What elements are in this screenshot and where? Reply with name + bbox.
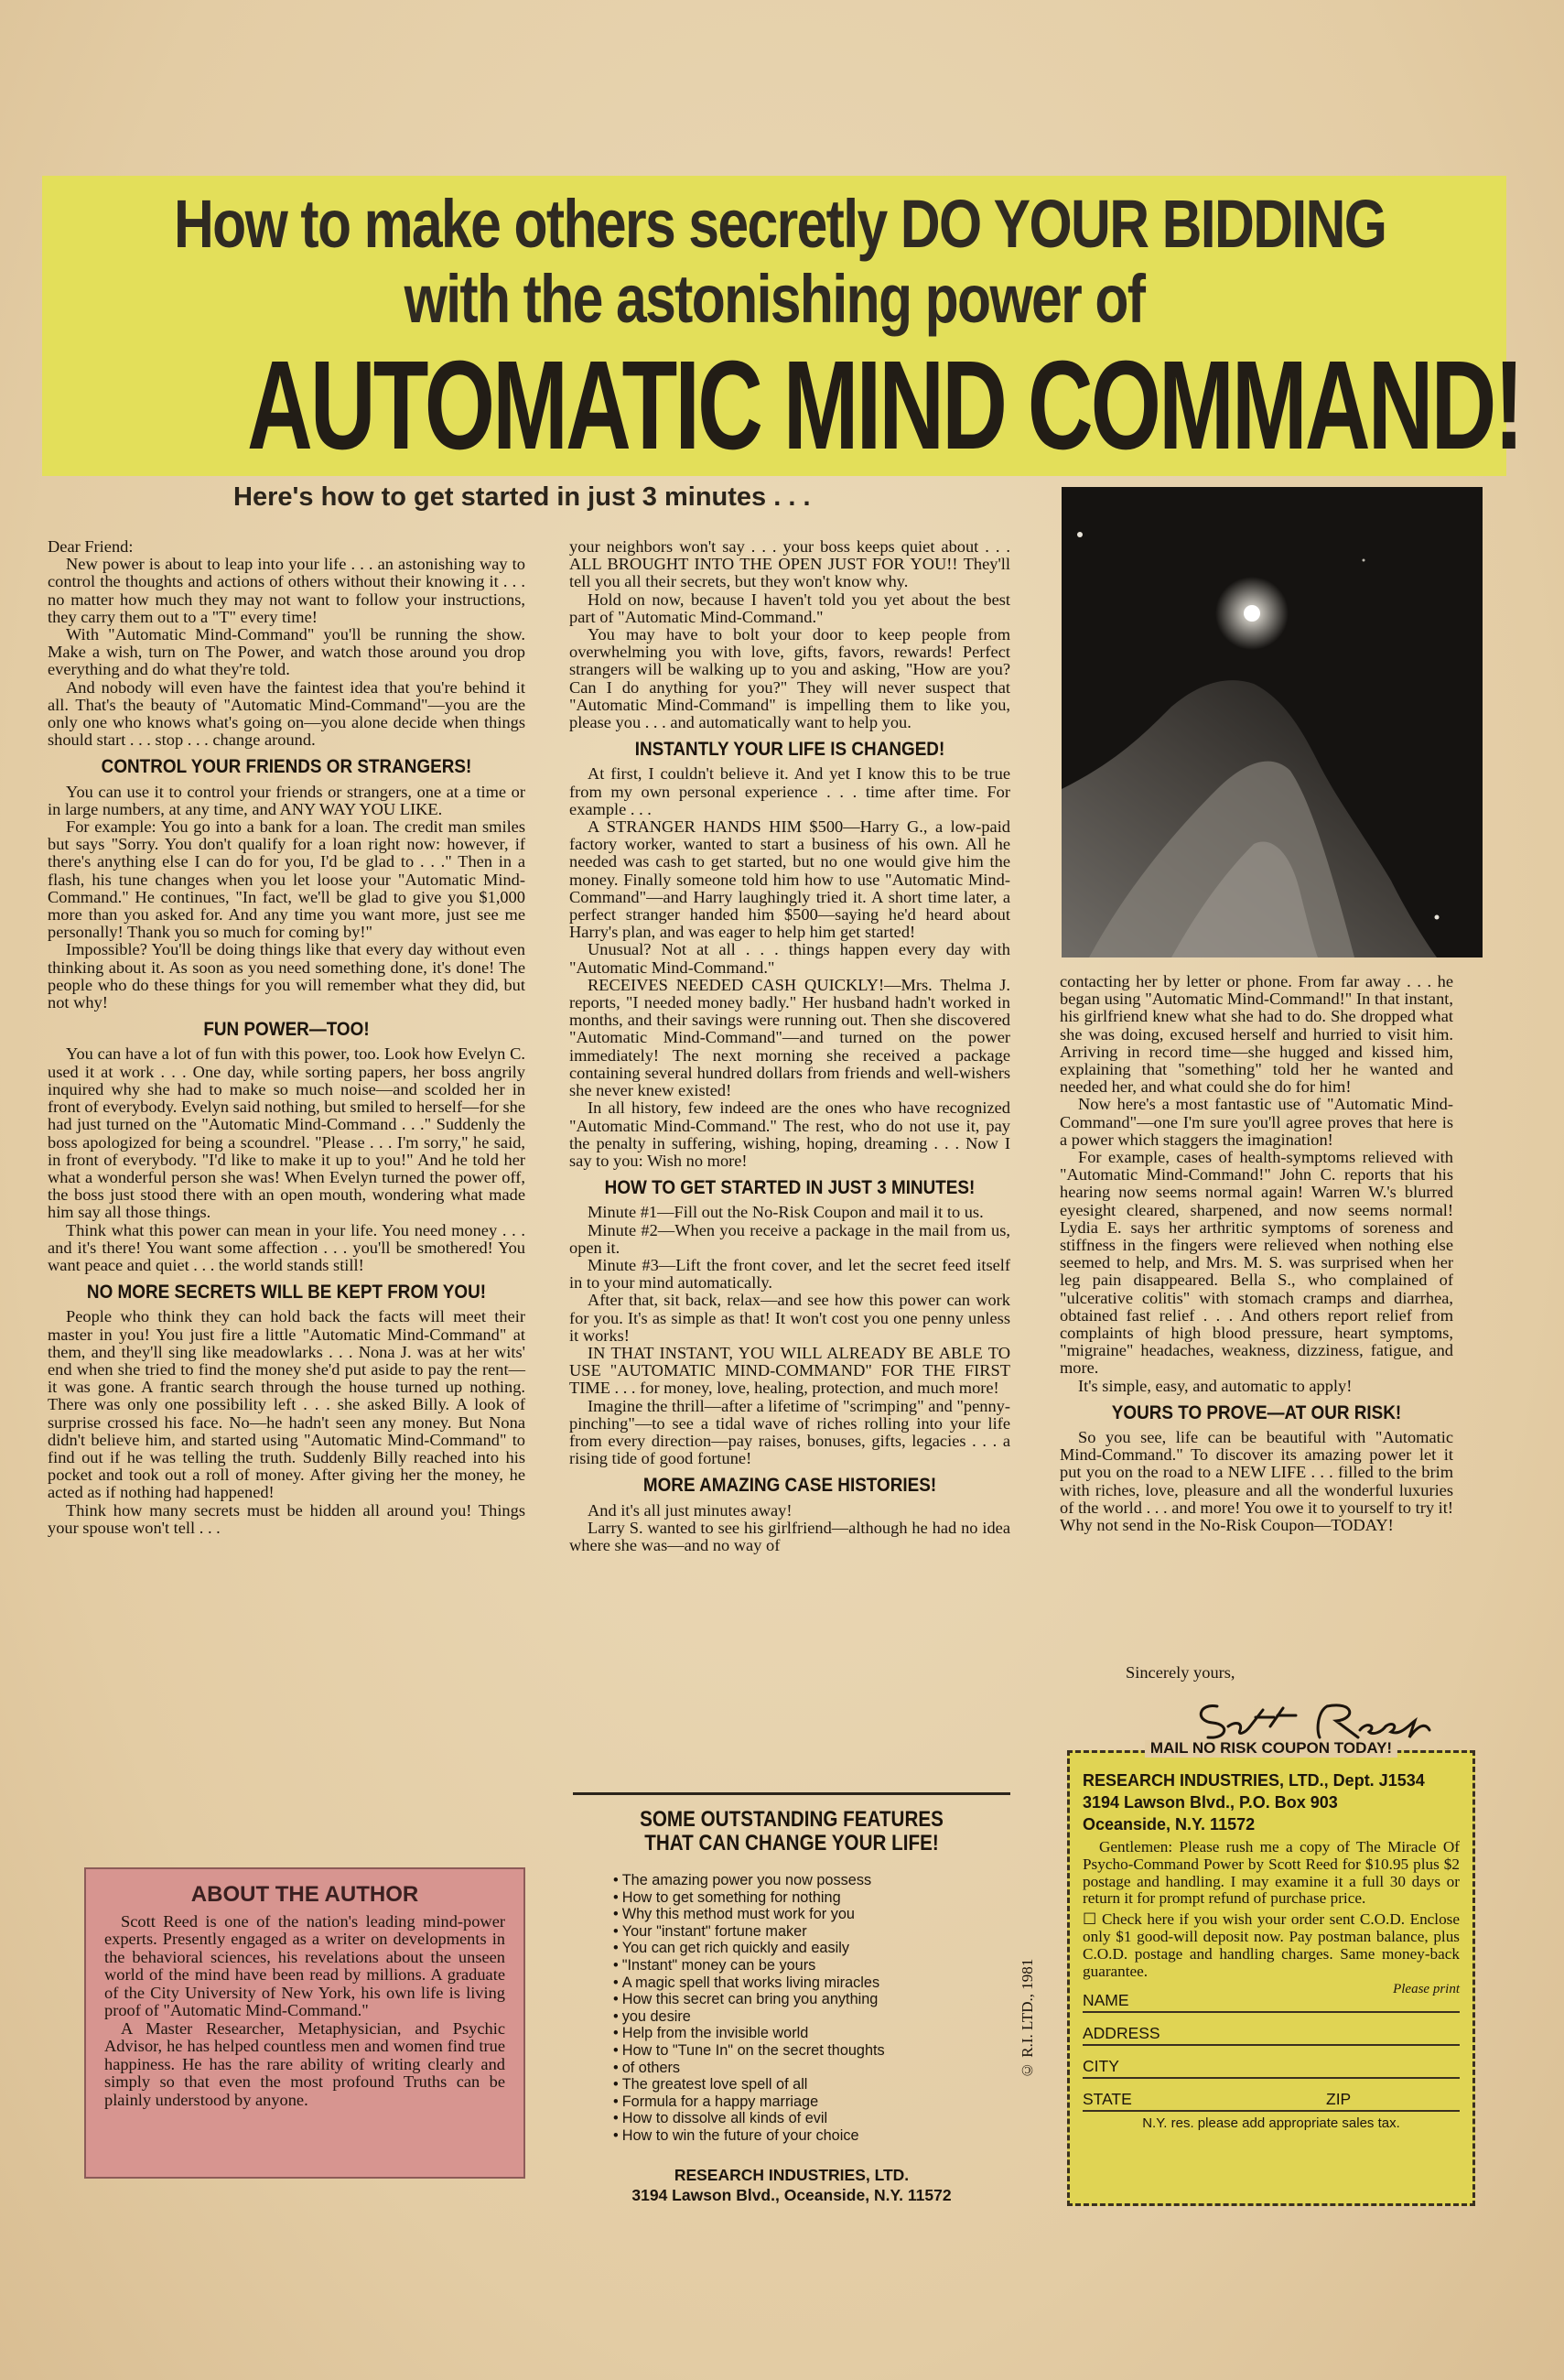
paragraph: RECEIVES NEEDED CASH QUICKLY!—Mrs. Thelma J. reports, "I needed money badly." Her husband hadn't worked in months, and their savings were running out. Then she discovered "Automatic Mind-Command"—and turned on the power immediately! The next morning she received a package containing several hundred dollars from friends and well-wishers she never knew existed! (569, 975, 1010, 1100)
features-title-line: THAT CAN CHANGE YOUR LIFE! (644, 1831, 939, 1855)
list-item: • You can get rich quickly and easily (626, 1940, 1010, 1957)
paragraph: After that, sit back, relax—and see how this power can work for you. It's as simple as that! It won't cost you one penny unless it works! (569, 1291, 1010, 1345)
paragraph: Imagine the thrill—after a lifetime of "scrimping" and "penny-pinching"—to see a tidal wave of riches rolling into your life from every direction—pay raises, bonuses, gifts, legacies . . . a rising tide of good fortune! (569, 1396, 1010, 1468)
list-item: • How this secret can bring you anything (626, 1991, 1010, 2008)
address-line: 3194 Lawson Blvd., Oceanside, N.Y. 11572 (631, 2185, 952, 2204)
state-label: STATE (1083, 2090, 1132, 2109)
list-item: • of others (626, 2060, 1010, 2077)
column-2 (569, 538, 1010, 1554)
list-item: • How to get something for nothing (626, 1889, 1010, 1907)
paragraph: your neighbors won't say . . . your boss keeps quiet about . . . ALL BROUGHT INTO THE OPEN JUST FOR YOU!! They'll tell you all their secrets, but they won't know why. (569, 537, 1010, 591)
tax-note: N.Y. res. please add appropriate sales tax. (1142, 2115, 1400, 2132)
list-item: • How to win the future of your choice (626, 2127, 1010, 2145)
list-item: • Your "instant" fortune maker (626, 1923, 1010, 1941)
paragraph: For example: You go into a bank for a loan. The credit man smiles but says "Sorry. You don't qualify for a loan right now: however, if there's anything else I can do for you, I'd be glad to . . ." Then in a flash, his tune changes when you let loose your "Automatic Mind-Command." He continues, "In fact, we'll be glad to give you $1,000 more than you asked for. And any time you want more, just see me personally! Thank you so much for coming by!" (48, 817, 525, 942)
list-item: • A magic spell that works living miracles (626, 1974, 1010, 1992)
paragraph: A STRANGER HANDS HIM $500—Harry G., a low-paid factory worker, wanted to start a business of his own. All he needed was cash to get started, but no one would give him the money. Finally someone told him how to use "Automatic Mind-Command"—and Harry laughingly tried it. A short time later, a perfect stranger handed him $500—saying he'd heard about Harry's plan, and was eager to help him get started! (569, 817, 1010, 942)
list-item: • The amazing power you now possess (626, 1872, 1010, 1889)
paragraph: With "Automatic Mind-Command" you'll be running the show. Make a wish, turn on The Power, and watch those around you drop everything and do what they're told. (48, 625, 525, 679)
company-address (573, 2165, 1010, 2205)
list-item: • "Instant" money can be yours (626, 1957, 1010, 1974)
paragraph: contacting her by letter or phone. From far away . . . he began using "Automatic Mind-Command!" In that instant, his girlfriend knew what she had to do. She dropped what she was doing, excused herself and hurried to visit him. Arriving in record time—she hugged and kissed him, explaining that "something" told her he wanted and needed her, and what could she do for him! (1060, 972, 1453, 1097)
coupon-city: Oceanside, N.Y. 11572 (1083, 1815, 1256, 1834)
list-item: • you desire (626, 2008, 1010, 2026)
paragraph: Larry S. wanted to see his girlfriend—although he had no idea where she was—and no way of (569, 1518, 1010, 1554)
paragraph: You may have to bolt your door to keep people from overwhelming you with love, gifts, favors, rewards! Perfect strangers will be walking up to you and asking, "How are you? Can I do anything for you?" They will never suspect that "Automatic Mind-Command" is impelling them to like you, please you . . . and automatically want to help you. (569, 625, 1010, 732)
coupon-tag: MAIL NO RISK COUPON TODAY! (1145, 1740, 1397, 1758)
paragraph: Impossible? You'll be doing things like that every day without even thinking about it. As soon as you need something done, it's done! The people who do these things for you will remember what they did, but not why! (48, 940, 525, 1012)
state-zip-field[interactable] (1083, 2079, 1460, 2112)
paragraph: You can have a lot of fun with this power, too. Look how Evelyn C. used it at work . . . One day, while sorting papers, her boss angrily inquired why she had to make so much noise—and scolded her in front of everybody. Evelyn said nothing, but smiled to herself—for she had just turned on the "Automatic Mind-Command . . ." Suddenly the boss apologized for being a scoundrel. "Please . . . I'm sorry," he said, in front of everybody. "I'd like to make it up to you!" And he told her what a wonderful person she was! When Evelyn turned the power off, the boss just stood there with an open mouth, wondering what made him say all those things. (48, 1044, 525, 1222)
list-item: • How to "Tune In" on the secret thoughts (626, 2042, 1010, 2060)
section-heading: INSTANTLY YOUR LIFE IS CHANGED! (634, 739, 945, 761)
list-item: • Why this method must work for you (626, 1906, 1010, 1923)
salutation: Dear Friend: (48, 537, 134, 556)
features-title (603, 1808, 979, 1855)
section-heading: FUN POWER—TOO! (203, 1019, 370, 1041)
coupon-street: 3194 Lawson Blvd., P.O. Box 903 (1083, 1793, 1338, 1812)
city-field[interactable] (1083, 2046, 1460, 2079)
headline-banner (42, 176, 1522, 476)
author-title: ABOUT THE AUTHOR (190, 1882, 419, 1907)
headline-line-3: AUTOMATIC MIND COMMAND! (247, 335, 1522, 476)
paragraph: Hold on now, because I haven't told you yet about the best part of "Automatic Mind-Command." (569, 590, 1010, 626)
paragraph: It's simple, easy, and automatic to apply! (1078, 1376, 1353, 1395)
list-item: • Help from the invisible world (626, 2025, 1010, 2042)
author-bio: Scott Reed is one of the nation's leading mind-power experts. Presently engaged as a writer on developments in the behavioral sciences, his revelations about the unseen world of the mind have been read by millions. A graduate of the City University of New York, his own life is living proof of "Automatic Mind-Command." (104, 1911, 505, 2019)
paragraph: IN THAT INSTANT, YOU WILL ALREADY BE ABLE TO USE "AUTOMATIC MIND-COMMAND" FOR THE FIRST TIME . . . for money, love, healing, protection, and much more! (569, 1343, 1010, 1398)
list-item: • The greatest love spell of all (626, 2076, 1010, 2093)
paragraph: New power is about to leap into your life . . . an astonishing way to control the thoughts and actions of others without their knowing it . . . no matter how much they may not want to follow your instructions, they carry them out to a "T" every time! (48, 555, 525, 626)
copyright: © R.I. LTD., 1981 (1019, 1958, 1036, 2079)
paragraph: People who think they can hold back the facts will meet their master in you! You just fire a little "Automatic Mind-Command" at them, and they'll sing like meadowlarks . . . Nona J. was at her wits' end when she tried to find the money she'd put aside to pay the rent—it was gone. A frantic search through the house turned up nothing. There was only one possibility left . . . she asked Billy. A look of surprise crossed his face. No—he hadn't seen any money. But Nona didn't believe him, and started using "Automatic Mind-Command" to find out if he was telling the truth. Suddenly Billy reached into his pocket and took out a roll of money. After giving her the money, he acted as if nothing had happened! (48, 1307, 525, 1502)
column-1 (48, 538, 525, 1537)
mind-nebula-photo (1062, 487, 1483, 957)
paragraph: Minute #3—Lift the front cover, and let the secret feed itself in to your mind automatically. (569, 1255, 1010, 1293)
section-heading: CONTROL YOUR FRIENDS OR STRANGERS! (101, 756, 472, 778)
city-label: CITY (1083, 2057, 1119, 2076)
author-bio: A Master Researcher, Metaphysician, and Psychic Advisor, he has helped countless men and women find true happiness. He has the rare ability of writing clearly and simply so that even the most profound Truths can be plainly understood by anyone. (104, 2018, 505, 2109)
section-heading: YOURS TO PROVE—AT OUR RISK! (1111, 1401, 1402, 1423)
paragraph: So you see, life can be beautiful with "Automatic Mind-Command." To discover its amazing power let it put you on the road to a NEW LIFE . . . filled to the brim with riches, love, pleasure and all the wonderful luxuries of the world . . . and more! You owe it to yourself to try it! Why not send in the No-Risk Coupon—TODAY! (1060, 1428, 1453, 1535)
section-heading: NO MORE SECRETS WILL BE KEPT FROM YOU! (86, 1282, 487, 1304)
list-item: • How to dissolve all kinds of evil (626, 2110, 1010, 2127)
zip-label: ZIP (1326, 2090, 1352, 2109)
order-coupon[interactable] (1067, 1739, 1475, 2206)
headline-line-1: How to make others secretly DO YOUR BIDDING (174, 186, 1386, 262)
coupon-body: Gentlemen: Please rush me a copy of The Miracle Of Psycho-Command Power by Scott Reed for $10.95 plus $2 postage and handling. I may examine it a full 30 days or return it for prompt refund of purchase price. (1083, 1838, 1460, 1908)
nebula-image (1062, 487, 1483, 957)
headline-line-2: with the astonishing power of (404, 261, 1145, 337)
cod-checkbox-text[interactable]: ☐ Check here if you wish your order sent C.O.D. Enclose only $1 good-will deposit now. Pay postman balance, plus C.O.D. postage and handling charges. Same money-back guarantee. (1083, 1910, 1460, 1980)
please-print-note: Please print (1393, 1982, 1460, 1997)
paragraph: And it's all just minutes away! (588, 1500, 793, 1520)
address-label: ADDRESS (1083, 2024, 1160, 2043)
paragraph: You can use it to control your friends or strangers, one at a time or in large numbers, at any time, and ANY WAY YOU LIKE. (48, 782, 525, 818)
section-heading: MORE AMAZING CASE HISTORIES! (642, 1475, 937, 1497)
address-line: RESEARCH INDUSTRIES, LTD. (674, 2165, 910, 2184)
paragraph: Unusual? Not at all . . . things happen every day with "Automatic Mind-Command." (569, 940, 1010, 977)
signoff: Sincerely yours, (1126, 1663, 1235, 1682)
paragraph: At first, I couldn't believe it. And yet I know this to be true from my own personal experience . . . time after time. For example . . . (569, 764, 1010, 818)
paragraph: Think what this power can mean in your life. You need money . . . and it's there! You want some affection . . . you'll be smothered! You want peace and quiet . . . the world stands still! (48, 1220, 525, 1274)
name-label: NAME (1083, 1991, 1129, 2010)
features-title-line: SOME OUTSTANDING FEATURES (640, 1807, 944, 1832)
list-item: • Formula for a happy marriage (626, 2093, 1010, 2111)
features-box (573, 1792, 1010, 2204)
paragraph: Think how many secrets must be hidden all around you! Things your spouse won't tell . . . (48, 1500, 525, 1537)
paragraph: And nobody will even have the faintest idea that you're behind it all. That's the beauty of "Automatic Mind-Command"—you are the only one who knows what's going on—you alone decide when things should start . . . stop . . . change around. (48, 677, 525, 750)
address-field[interactable] (1083, 2013, 1460, 2046)
coupon-company (1083, 1769, 1460, 1835)
section-heading: HOW TO GET STARTED IN JUST 3 MINUTES! (604, 1177, 976, 1199)
coupon-company-line: RESEARCH INDUSTRIES, LTD., Dept. J1534 (1083, 1771, 1425, 1790)
paragraph: In all history, few indeed are the ones who have recognized "Automatic Mind-Command." The rest, who do not use it, pay the penalty in suffering, wishing, hoping, dreaming . . . Now I say to you: Wish no more! (569, 1098, 1010, 1170)
paragraph: Minute #2—When you receive a package in the mail from us, open it. (569, 1220, 1010, 1257)
paragraph: Minute #1—Fill out the No-Risk Coupon and mail it to us. (588, 1203, 984, 1222)
subhead: Here's how to get started in just 3 minutes . . . (233, 482, 811, 512)
features-list (573, 1872, 1010, 2145)
paragraph: For example, cases of health-symptoms relieved with "Automatic Mind-Command!" John C. reports that his hearing now seems normal again! Warren W.'s blurred eyesight cleared, sharpened, and now seems normal! Lydia E. says her arthritic symptoms of soreness and stiffness in the fingers were relieved when nothing else seemed to help, and Mrs. M. S. was surprised when her leg pain disappeared. Bella S., who complained of "ulcerative colitis" with stomach cramps and diarrhea, obtained fast relief . . . And others report relief from complaints of high blood pressure, heart symptoms, "migraine" headaches, weakness, dizziness, fatigue, and more. (1060, 1148, 1453, 1378)
column-3 (1060, 973, 1453, 1534)
about-the-author-box (84, 1867, 525, 2179)
paragraph: Now here's a most fantastic use of "Automatic Mind-Command"—one I'm sure you'll agree proves that here is a power which staggers the imagination! (1060, 1095, 1453, 1149)
name-field[interactable] (1083, 1980, 1460, 2013)
